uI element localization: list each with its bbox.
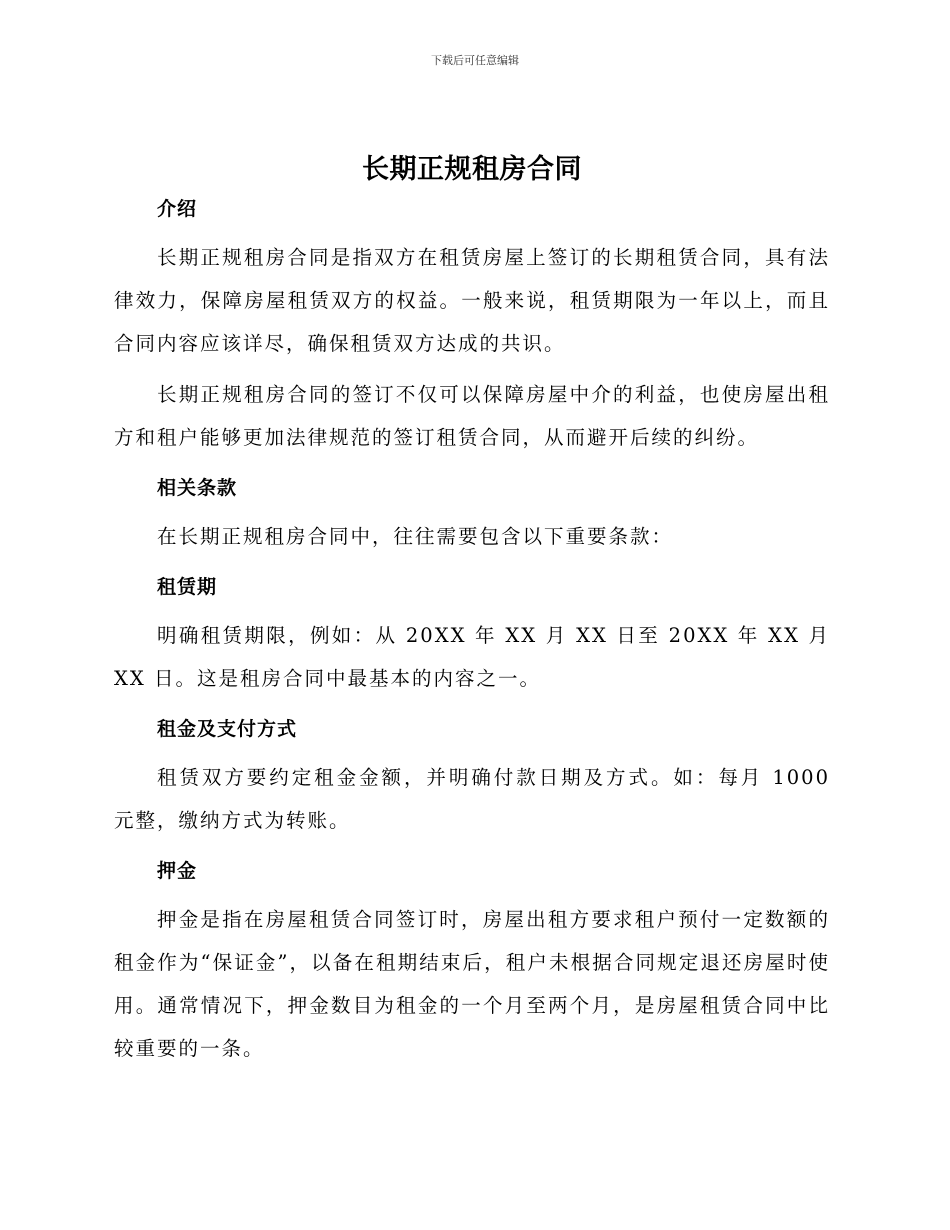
section-terms xyxy=(114,469,830,558)
intro-paragraph-1: 长期正规租房合同是指双方在租赁房屋上签订的长期租赁合同，具有法律效力，保障房屋租赁双方的权益。一般来说，租赁期限为一年以上，而且合同内容应该详尽，确保租赁双方达成的共识。 xyxy=(114,246,830,355)
section-heading-terms: 相关条款 xyxy=(157,477,238,499)
section-intro xyxy=(114,190,830,459)
deposit-paragraph-1: 押金是指在房屋租赁合同签订时，房屋出租方要求租户预付一定数额的租金作为“保证金”，以备在租期结束后，租户未根据合同规定退还房屋时使用。通常情况下，押金数目为租金的一个月至两个月，是房屋租赁合同中比较重要的一条。 xyxy=(114,908,830,1060)
document-title: 长期正规租房合同 xyxy=(362,154,582,185)
section-heading-lease-period: 租赁期 xyxy=(157,576,218,598)
section-rent-payment xyxy=(114,710,830,842)
section-heading-intro: 介绍 xyxy=(157,198,198,220)
rent-payment-paragraph-1: 租赁双方要约定租金金额，并明确付款日期及方式。如：每月 1000 元整，缴纳方式为转账。 xyxy=(114,766,830,832)
section-heading-deposit: 押金 xyxy=(157,860,198,882)
section-heading-rent-payment: 租金及支付方式 xyxy=(157,718,298,740)
section-deposit xyxy=(114,852,830,1070)
page-header-note: 下载后可任意编辑 xyxy=(431,54,519,67)
intro-paragraph-2: 长期正规租房合同的签订不仅可以保障房屋中介的利益，也使房屋出租方和租户能够更加法律规范的签订租赁合同，从而避开后续的纠纷。 xyxy=(114,383,830,449)
section-lease-period xyxy=(114,568,830,700)
document-body xyxy=(114,150,830,1070)
terms-paragraph-1: 在长期正规租房合同中，往往需要包含以下重要条款： xyxy=(157,525,674,548)
lease-period-paragraph-1: 明确租赁期限，例如：从 20XX 年 XX 月 XX 日至 20XX 年 XX 月 XX 日。这是租房合同中最基本的内容之一。 xyxy=(114,624,830,690)
